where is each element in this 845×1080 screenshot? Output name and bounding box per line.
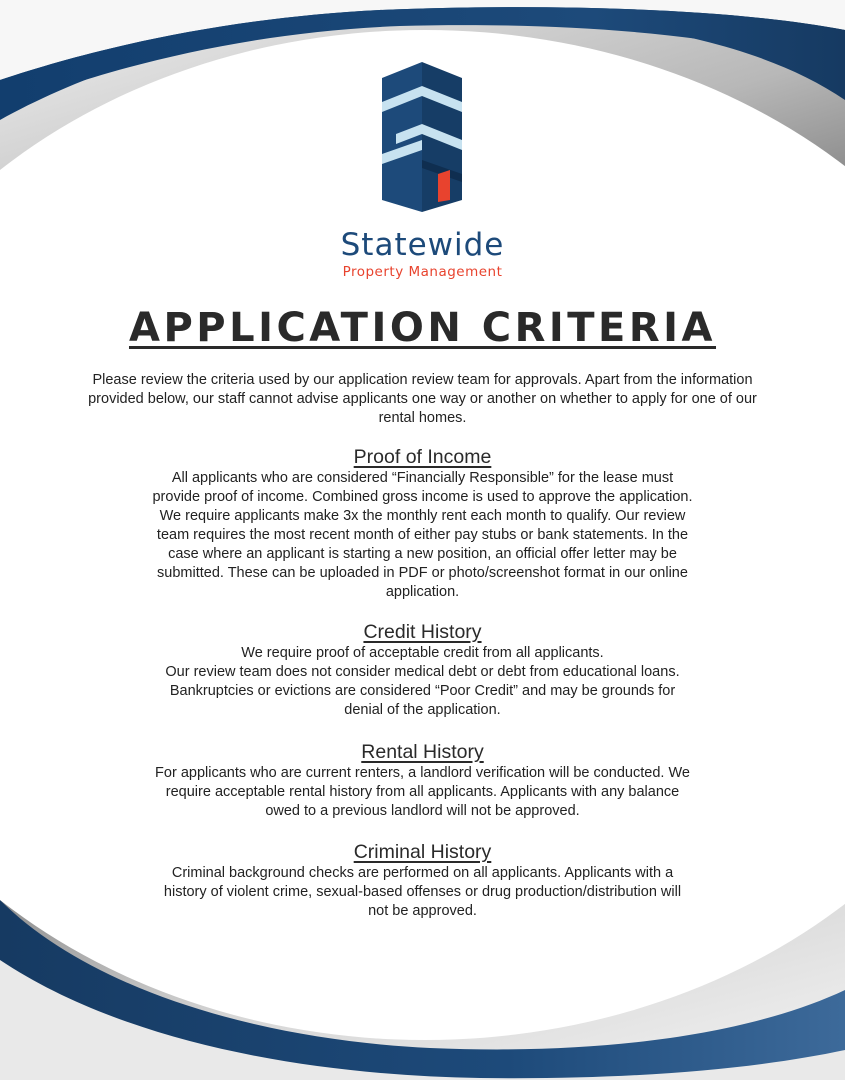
section-line: history of violent crime, sexual-based offenses or drug production/distribution will xyxy=(163,884,682,900)
section-line: For applicants who are current renters, a landlord verification will be conducted. We xyxy=(155,765,690,781)
section-proof-of-income xyxy=(120,445,725,602)
section-line: All applicants who are considered “Financially Responsible” for the lease must xyxy=(171,470,674,486)
statewide-logo-icon xyxy=(376,62,468,228)
page-title: APPLICATION CRITERIA xyxy=(128,305,717,351)
section-line: Bankruptcies or evictions are considered “Poor Credit” and may be grounds for xyxy=(169,683,676,699)
section-line: team requires the most recent month of either pay stubs or bank statements. In the xyxy=(156,527,689,543)
section-line: Our review team does not consider medical debt or debt from educational loans. xyxy=(165,664,680,680)
section-line: Criminal background checks are performed on all applicants. Applicants with a xyxy=(171,865,674,881)
section-line: denial of the application. xyxy=(344,702,501,718)
section-heading: Rental History xyxy=(361,741,484,763)
section-heading: Criminal History xyxy=(353,841,492,863)
section-rental-history xyxy=(120,740,725,821)
section-heading: Proof of Income xyxy=(353,446,492,468)
section-line: require acceptable rental history from all applicants. Applicants with any balance xyxy=(165,784,680,800)
section-line: provide proof of income. Combined gross income is used to approve the application. xyxy=(152,489,693,505)
section-line: application. xyxy=(385,584,460,600)
section-credit-history xyxy=(120,620,725,720)
brand-subtitle: Property Management xyxy=(342,264,503,280)
brand-name: Statewide xyxy=(340,227,505,263)
section-line: We require proof of acceptable credit from all applicants. xyxy=(241,645,604,661)
intro-paragraph: Please review the criteria used by our application review team for approvals. Apart from the information provided below, our staff cannot advise applicants one way or another on whether to apply for one of our rental homes. xyxy=(88,372,757,426)
section-line: submitted. These can be uploaded in PDF or photo/screenshot format in our online xyxy=(157,565,688,581)
section-heading: Credit History xyxy=(363,621,482,643)
section-criminal-history xyxy=(120,840,725,921)
section-line: case where an applicant is starting a new position, an official offer letter may be xyxy=(168,546,677,562)
section-line: not be approved. xyxy=(368,903,477,919)
section-line: We require applicants make 3x the monthly rent each month to qualify. Our review xyxy=(159,508,686,524)
section-line: owed to a previous landlord will not be approved. xyxy=(265,803,580,819)
